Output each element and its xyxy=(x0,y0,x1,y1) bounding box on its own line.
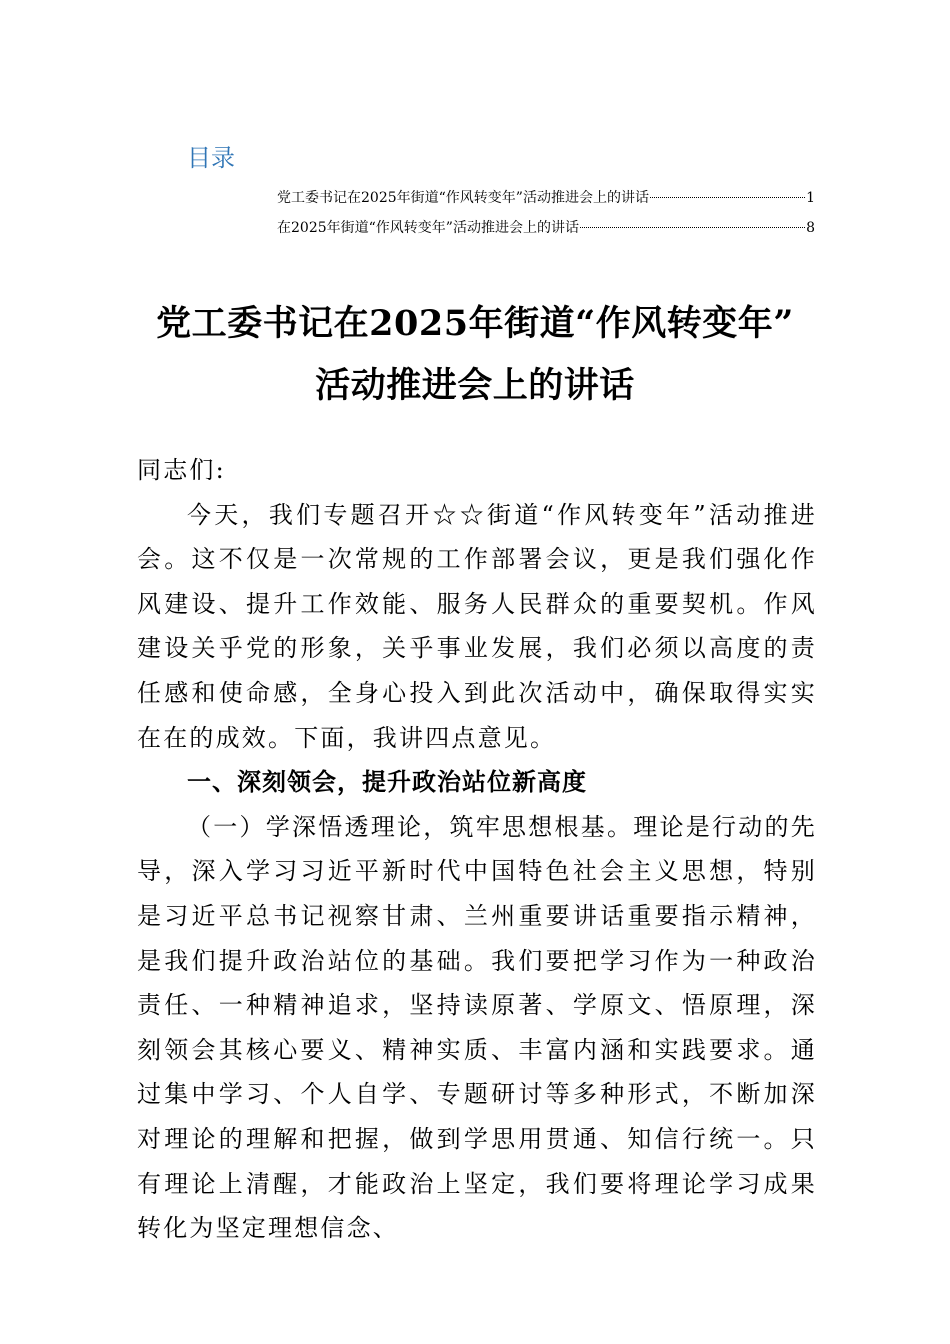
document-title xyxy=(100,293,850,417)
salutation: 同志们: xyxy=(137,456,226,484)
document-body xyxy=(137,448,817,1251)
toc-entry-title[interactable]: 党工委书记在2025年街道“作风转变年”活动推进会上的讲话 xyxy=(277,190,649,206)
toc-heading: 目录 xyxy=(187,144,235,172)
toc-entry-2[interactable] xyxy=(277,213,815,243)
section-heading: 一、深刻领会，提升政治站位新高度 xyxy=(187,767,587,797)
intro-paragraph: 今天，我们专题召开☆☆街道“作风转变年”活动推进会。这不仅是一次常规的工作部署会议，更是我们强化作风建设、提升工作效能、服务人民群众的重要契机。作风建设关乎党的形象，关乎事业发展，我们必须以高度的责任感和使命感，全身心投入到此次活动中，确保取得实实在在的成效。下面，我讲四点意见。 xyxy=(137,500,817,752)
table-of-contents xyxy=(277,183,815,243)
toc-entry-page: 8 xyxy=(806,220,815,236)
toc-entry-page: 1 xyxy=(806,190,815,206)
toc-entry-title[interactable]: 在2025年街道“作风转变年”活动推进会上的讲话 xyxy=(277,220,579,236)
document-title-line-1: 党工委书记在2025年街道“作风转变年” xyxy=(156,303,794,344)
toc-leader-dots xyxy=(650,197,805,198)
document-title-line-2: 活动推进会上的讲话 xyxy=(315,365,635,406)
body-paragraph: （一）学深悟透理论，筑牢思想根基。理论是行动的先导，深入学习习近平新时代中国特色社会主义思想，特别是习近平总书记视察甘肃、兰州重要讲话重要指示精神，是我们提升政治站位的基础。我们要把学习作为一种政治责任、一种精神追求，坚持读原著、学原文、悟原理，深刻领会其核心要义、精神实质、丰富内涵和实践要求。通过集中学习、个人自学、专题研讨等多种形式，不断加深对理论的理解和把握，做到学思用贯通、知信行统一。只有理论上清醒，才能政治上坚定，我们要将理论学习成果转化为坚定理想信念、 xyxy=(137,812,817,1243)
toc-entry-1[interactable] xyxy=(277,183,815,213)
toc-leader-dots xyxy=(580,227,805,228)
